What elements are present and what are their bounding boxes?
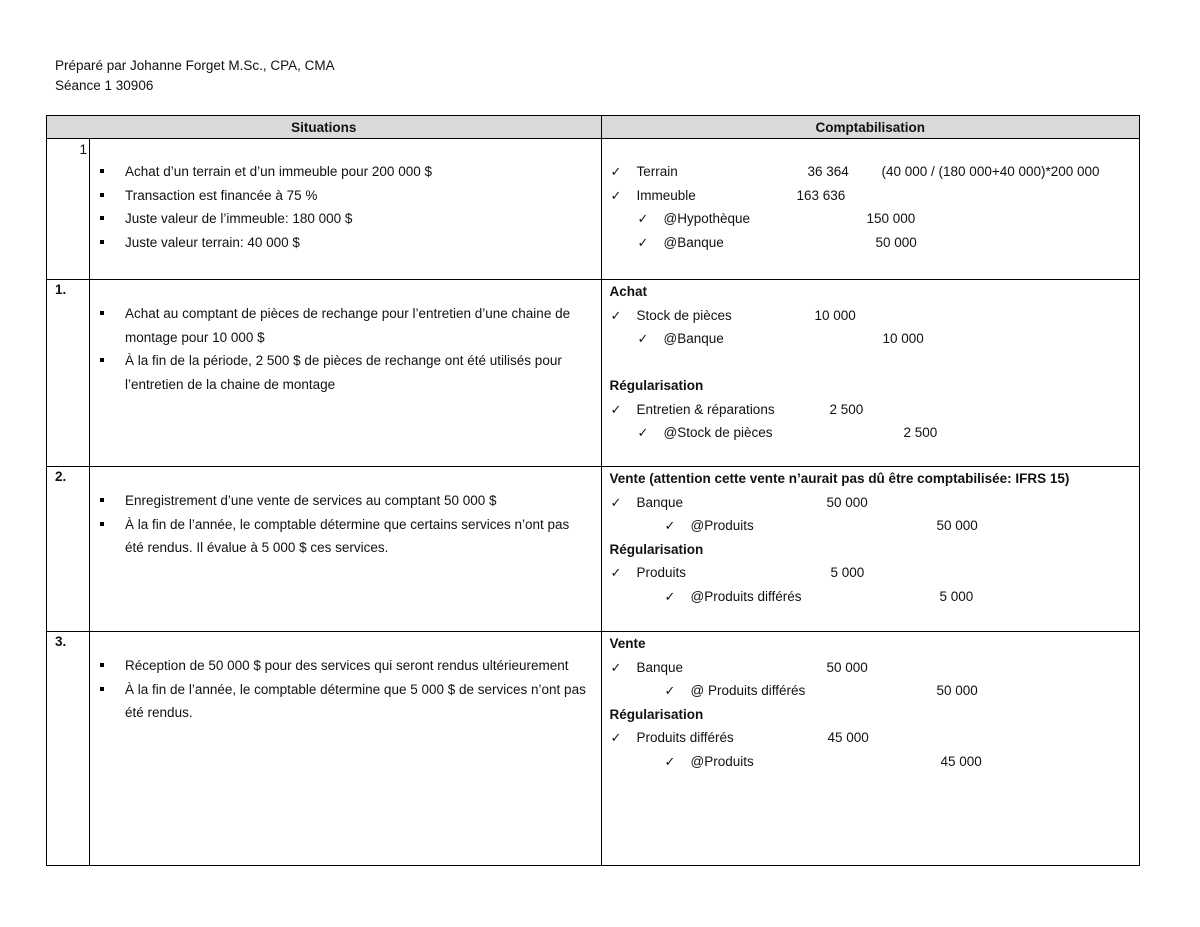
journal-entry-debit: ✓ Terrain 36 364 (40 000 / (180 000+40 000)*200 000 — [602, 160, 1140, 184]
session-line: Séance 1 30906 — [55, 78, 154, 93]
journal-entry-debit: ✓ Produits différés 45 000 — [602, 726, 1140, 750]
accounting-table — [46, 115, 1140, 866]
journal-entry-debit: ✓ Stock de pièces 10 000 — [602, 304, 1140, 328]
prepared-by-line: Préparé par Johanne Forget M.Sc., CPA, CMA — [55, 58, 335, 73]
check-icon: ✓ — [610, 494, 622, 510]
comptabilisation-cell — [601, 632, 1140, 866]
situation-item: Enregistrement d’une vente de services au comptant 50 000 $ — [90, 489, 600, 513]
comptabilisation-header: Comptabilisation — [601, 116, 1140, 139]
check-icon: ✓ — [637, 211, 649, 226]
situation-item: Achat d’un terrain et d’un immeuble pour 200 000 $ — [90, 160, 600, 184]
check-icon: ✓ — [610, 401, 622, 417]
situation-item: À la fin de l’année, le comptable détermine que 5 000 $ de services n’ont pas été rendus. — [90, 678, 600, 725]
journal-entry-debit: ✓ Produits 5 000 — [602, 561, 1140, 585]
situation-item: Achat au comptant de pièces de rechange pour l’entretien d’une chaine de montage pour 10 000 $ — [90, 302, 600, 349]
table-row — [47, 280, 1140, 467]
check-icon: ✓ — [664, 683, 676, 698]
check-icon: ✓ — [610, 565, 622, 580]
journal-entry-debit: ✓ Banque 50 000 — [602, 656, 1140, 680]
check-icon: ✓ — [664, 588, 676, 604]
journal-entry-credit: ✓ @ Produits différés 50 000 — [602, 679, 1140, 703]
journal-entry-debit: ✓ Immeuble 163 636 — [602, 184, 1140, 208]
check-icon: ✓ — [610, 187, 622, 203]
section-title: Vente — [609, 636, 646, 651]
document-header — [55, 56, 335, 96]
comptabilisation-cell — [601, 467, 1140, 632]
situations-cell — [90, 467, 601, 632]
section-title: Vente (attention cette vente n’aurait pas dû être comptabilisée: IFRS 15) — [609, 471, 1070, 486]
check-icon: ✓ — [637, 425, 649, 440]
table-row — [47, 139, 1140, 280]
journal-entry-credit: ✓ @Banque 10 000 — [602, 327, 1140, 351]
section-title: Achat — [609, 284, 648, 299]
check-icon: ✓ — [610, 164, 622, 179]
journal-entry-credit: ✓ @Produits différés 5 000 — [602, 585, 1140, 609]
journal-entry-credit: ✓ @Hypothèque 150 000 — [602, 207, 1140, 231]
journal-entry-credit: ✓ @Produits 45 000 — [602, 750, 1140, 774]
situations-cell — [90, 280, 601, 467]
row-number: 3. — [47, 632, 90, 866]
row-number: 2. — [47, 467, 90, 632]
situations-header: Situations — [47, 116, 602, 139]
situation-item: Juste valeur terrain: 40 000 $ — [90, 231, 600, 255]
situation-item: Juste valeur de l’immeuble: 180 000 $ — [90, 207, 600, 231]
check-icon: ✓ — [637, 331, 649, 346]
check-icon: ✓ — [610, 730, 622, 745]
situations-cell — [90, 632, 601, 866]
section-title: Régularisation — [609, 378, 704, 393]
situations-cell — [90, 139, 601, 280]
journal-entry-debit: ✓ Entretien & réparations 2 500 — [602, 398, 1140, 422]
section-title: Régularisation — [609, 541, 704, 557]
situation-item: Réception de 50 000 $ pour des services qui seront rendus ultérieurement — [90, 654, 600, 678]
journal-entry-credit: ✓ @Produits 50 000 — [602, 514, 1140, 538]
comptabilisation-cell — [601, 280, 1140, 467]
section-title: Régularisation — [609, 706, 704, 722]
check-icon: ✓ — [637, 234, 649, 250]
table-row — [47, 467, 1140, 632]
row-number: 1. — [47, 280, 90, 467]
check-icon: ✓ — [664, 753, 676, 769]
check-icon: ✓ — [610, 659, 622, 675]
situation-item: Transaction est financée à 75 % — [90, 184, 600, 208]
journal-entry-debit: ✓ Banque 50 000 — [602, 491, 1140, 515]
journal-entry-credit: ✓ @Banque 50 000 — [602, 231, 1140, 255]
situation-item: À la fin de l’année, le comptable détermine que certains services n’ont pas été rendus. Il évalue à 5 000 $ ces services. — [90, 513, 600, 560]
comptabilisation-cell — [601, 139, 1140, 280]
situation-item: À la fin de la période, 2 500 $ de pièces de rechange ont été utilisés pour l’entretien de la chaine de montage — [90, 349, 600, 396]
row-number: 1 — [47, 139, 90, 280]
journal-entry-credit: ✓ @Stock de pièces 2 500 — [602, 421, 1140, 445]
check-icon: ✓ — [664, 518, 676, 533]
check-icon: ✓ — [610, 307, 622, 323]
table-row — [47, 632, 1140, 866]
